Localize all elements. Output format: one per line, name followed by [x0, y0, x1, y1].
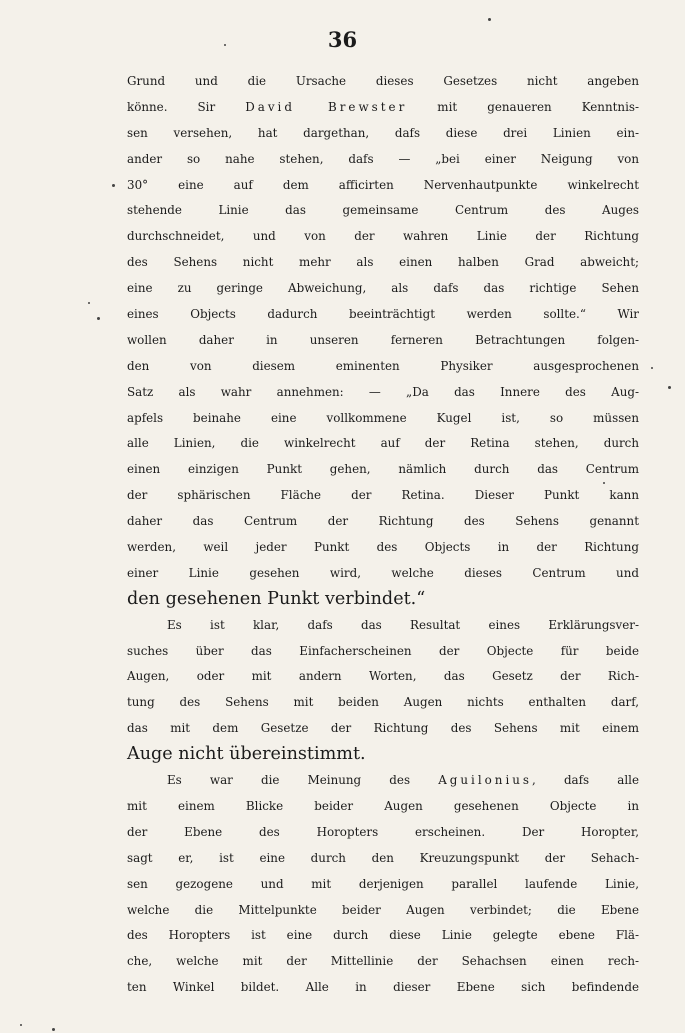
scan-speck [668, 386, 671, 389]
scan-speck [224, 44, 226, 46]
text-line [127, 923, 639, 949]
text-line [127, 716, 639, 742]
text-segment: des Sehens nicht mehr als einen halben Grad abweicht; [127, 255, 639, 270]
text-line [127, 794, 639, 820]
text-line [127, 742, 639, 768]
text-line [127, 975, 639, 1001]
text-segment: könne. Sir [127, 99, 246, 114]
text-line [127, 406, 639, 432]
text-line [127, 328, 639, 354]
text-segment: des Horopters ist eine durch diese Linie gelegte ebene Flä- [127, 928, 639, 943]
page-number: 36 [327, 27, 358, 52]
text-line [127, 354, 639, 380]
scan-speck [651, 367, 653, 369]
text-segment: daher das Centrum der Richtung des Sehens genannt [127, 514, 639, 529]
text-segment: durchschneidet, und von der wahren Linie der Richtung [127, 229, 639, 244]
text-line [127, 173, 639, 199]
text-line [127, 483, 639, 509]
text-segment: suches über das Einfacherscheinen der Objecte für beide [127, 643, 639, 658]
text-line [127, 224, 639, 250]
text-segment: Es war die Meinung des [167, 773, 439, 788]
text-line [127, 276, 639, 302]
text-line [127, 198, 639, 224]
text-segment: 30° eine auf dem afficirten Nervenhautpunkte winkelrecht [127, 177, 639, 192]
text-line [127, 820, 639, 846]
scan-speck [488, 18, 491, 21]
text-segment: sen gezogene und mit derjenigen parallel laufende Linie, [127, 876, 639, 891]
text-line [127, 147, 639, 173]
text-line [127, 639, 639, 665]
scan-speck [52, 1028, 55, 1031]
body-text [127, 69, 639, 1001]
text-line [127, 302, 639, 328]
text-segment: ander so nahe stehen, dafs — „bei einer Neigung von [127, 151, 639, 166]
text-segment: den von diesem eminenten Physiker ausgesprochenen [127, 358, 639, 373]
text-line [127, 431, 639, 457]
text-line [127, 535, 639, 561]
text-segment: sagt er, ist eine durch den Kreuzungspunkt der Sehach- [127, 850, 639, 865]
text-line [127, 846, 639, 872]
text-line [127, 872, 639, 898]
text-line [127, 95, 639, 121]
text-segment: Es ist klar, dafs das Resultat eines Erklärungsver- [167, 617, 639, 632]
text-line [127, 613, 639, 639]
spaced-name: David Brewster [245, 99, 408, 114]
scan-speck [88, 302, 90, 304]
text-segment: Augen, oder mit andern Worten, das Gesetz der Rich- [127, 669, 639, 684]
text-segment: eine zu geringe Abweichung, als dafs das richtige Sehen [127, 281, 639, 296]
text-segment: welche die Mittelpunkte beider Augen verbindet; die Ebene [127, 902, 639, 917]
text-segment: alle Linien, die winkelrecht auf der Retina stehen, durch [127, 436, 639, 451]
text-line [127, 768, 639, 794]
text-segment: , dafs alle [532, 773, 640, 788]
text-line [127, 690, 639, 716]
text-line [127, 587, 639, 613]
text-line [127, 898, 639, 924]
text-segment: ten Winkel bildet. Alle in dieser Ebene sich befindende [127, 980, 639, 995]
text-segment: wollen daher in unseren ferneren Betrachtungen folgen- [127, 332, 639, 347]
text-line [127, 509, 639, 535]
text-segment: che, welche mit der Mittellinie der Sehachsen einen rech- [127, 954, 639, 969]
text-line [127, 380, 639, 406]
text-segment: Auge nicht übereinstimmt. [127, 744, 366, 765]
scan-speck [20, 1024, 22, 1026]
text-line [127, 121, 639, 147]
text-segment: Grund und die Ursache dieses Gesetzes nicht angeben [127, 74, 639, 88]
text-segment: tung des Sehens mit beiden Augen nichts enthalten darf, [127, 695, 639, 710]
text-segment: Satz als wahr annehmen: — „Da das Innere des Aug- [127, 384, 639, 399]
scan-speck [603, 482, 605, 484]
text-segment: apfels beinahe eine vollkommene Kugel ist, so müssen [127, 410, 639, 425]
text-segment: das mit dem Gesetze der Richtung des Sehens mit einem [127, 721, 639, 736]
text-segment: der Ebene des Horopters erscheinen. Der Horopter, [127, 824, 639, 839]
text-line [127, 561, 639, 587]
text-line [127, 250, 639, 276]
text-segment: der sphärischen Fläche der Retina. Dieser Punkt kann [127, 488, 639, 503]
text-segment: mit einem Blicke beider Augen gesehenen Objecte in [127, 798, 639, 813]
text-segment: einen einzigen Punkt gehen, nämlich durch das Centrum [127, 462, 639, 477]
text-segment: stehende Linie das gemeinsame Centrum des Auges [127, 203, 639, 218]
text-segment: mit genaueren Kenntnis- [407, 99, 639, 114]
spaced-name: Aguilonius [438, 773, 533, 788]
text-segment: werden, weil jeder Punkt des Objects in der Richtung [127, 540, 639, 555]
text-segment: sen versehen, hat dargethan, dafs diese drei Linien ein- [127, 125, 639, 140]
text-line [127, 949, 639, 975]
scan-speck [112, 184, 115, 187]
text-segment: einer Linie gesehen wird, welche dieses Centrum und [127, 565, 639, 580]
text-segment: eines Objects dadurch beeinträchtigt werden sollte.“ Wir [127, 307, 639, 322]
text-line [127, 457, 639, 483]
scan-speck [97, 317, 100, 320]
text-line [127, 664, 639, 690]
text-segment: den gesehenen Punkt verbindet.“ [127, 588, 426, 609]
text-line [127, 69, 639, 95]
